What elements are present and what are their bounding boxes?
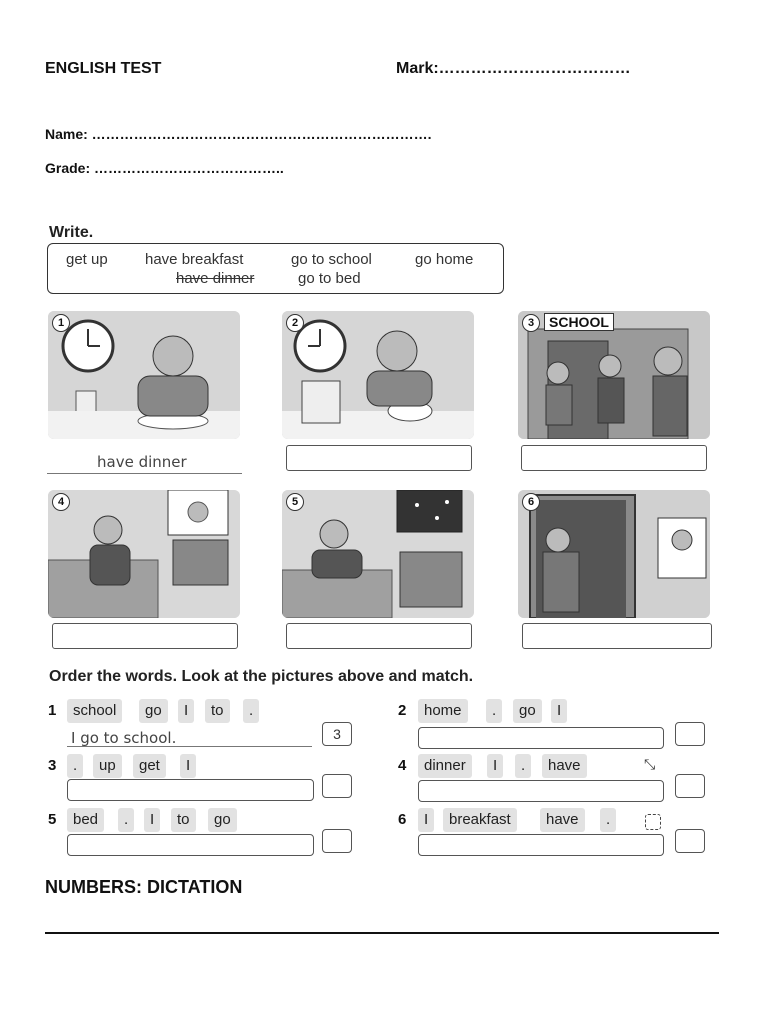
word-bank (47, 243, 504, 294)
word-chip[interactable]: . (118, 808, 134, 832)
match-box-4[interactable] (675, 774, 705, 798)
picture-3-school (518, 311, 710, 439)
picture-1-dinner (48, 311, 240, 439)
picture-number: 6 (522, 493, 540, 511)
word-chip[interactable]: go (208, 808, 237, 832)
word-chip[interactable]: go (139, 699, 168, 723)
write-section-title: Write. (49, 224, 94, 241)
word-chip[interactable]: . (515, 754, 531, 778)
sentence-box-6[interactable] (418, 834, 664, 856)
word-chip[interactable]: I (180, 754, 196, 778)
grade-field[interactable]: Grade: ………………………………….. (45, 160, 284, 176)
word-chip[interactable]: go (513, 699, 542, 723)
match-box-5[interactable] (322, 829, 352, 853)
word-bank-item: go to bed (298, 270, 361, 287)
order-item-number: 6 (398, 811, 407, 828)
answer-text: have dinner (97, 453, 187, 471)
sentence-line-1[interactable] (67, 728, 312, 747)
answer-text: I go to school. (71, 729, 177, 747)
dictation-answer-line[interactable] (45, 932, 719, 934)
word-bank-item: go home (415, 251, 474, 268)
word-chip[interactable]: I (487, 754, 503, 778)
word-chip[interactable]: dinner (418, 754, 472, 778)
search-image-icon[interactable] (645, 814, 661, 830)
match-box-6[interactable] (675, 829, 705, 853)
word-chip[interactable]: have (542, 754, 587, 778)
word-chip[interactable]: bed (67, 808, 104, 832)
picture-number: 5 (286, 493, 304, 511)
picture-number: 2 (286, 314, 304, 332)
order-item-number: 1 (48, 702, 57, 719)
sentence-box-5[interactable] (67, 834, 314, 856)
picture-5-go-to-bed (282, 490, 474, 618)
picture-number: 3 (522, 314, 540, 332)
school-sign: SCHOOL (544, 313, 614, 331)
sentence-box-2[interactable] (418, 727, 664, 749)
word-chip[interactable]: school (67, 699, 122, 723)
word-chip[interactable]: to (205, 699, 230, 723)
word-chip[interactable]: up (93, 754, 122, 778)
word-chip[interactable]: I (551, 699, 567, 723)
order-item-number: 4 (398, 757, 407, 774)
order-item-number: 2 (398, 702, 407, 719)
picture-2-breakfast (282, 311, 474, 439)
word-chip[interactable]: . (486, 699, 502, 723)
word-chip[interactable]: I (178, 699, 194, 723)
word-bank-item-used: have dinner (176, 270, 255, 287)
answer-field-3[interactable] (521, 445, 707, 471)
picture-6-go-home (518, 490, 710, 618)
word-chip[interactable]: . (67, 754, 83, 778)
word-bank-item: go to school (291, 251, 372, 268)
word-chip[interactable]: . (243, 699, 259, 723)
name-field[interactable]: Name: ………………………………………………………………. (45, 126, 432, 142)
word-chip[interactable]: I (144, 808, 160, 832)
expand-icon[interactable]: ⤡ (644, 756, 656, 772)
word-chip[interactable]: have (540, 808, 585, 832)
sentence-box-3[interactable] (67, 779, 314, 801)
word-chip[interactable]: home (418, 699, 468, 723)
answer-field-1[interactable] (47, 449, 242, 474)
picture-number: 1 (52, 314, 70, 332)
dictation-title: NUMBERS: DICTATION (45, 877, 243, 897)
sentence-box-4[interactable] (418, 780, 664, 802)
word-chip[interactable]: I (418, 808, 434, 832)
picture-4-get-up (48, 490, 240, 618)
picture-number: 4 (52, 493, 70, 511)
word-chip[interactable]: breakfast (443, 808, 517, 832)
word-bank-item: have breakfast (145, 251, 244, 268)
answer-field-6[interactable] (522, 623, 712, 649)
answer-field-4[interactable] (52, 623, 238, 649)
word-bank-item: get up (66, 251, 108, 268)
answer-field-2[interactable] (286, 445, 472, 471)
match-box-3[interactable] (322, 774, 352, 798)
word-chip[interactable]: get (133, 754, 166, 778)
match-box-1[interactable]: 3 (322, 722, 352, 746)
order-item-number: 3 (48, 757, 57, 774)
answer-field-5[interactable] (286, 623, 472, 649)
test-title: ENGLISH TEST (45, 60, 162, 77)
match-box-2[interactable] (675, 722, 705, 746)
order-section-title: Order the words. Look at the pictures above and match. (49, 668, 474, 685)
word-chip[interactable]: to (171, 808, 196, 832)
word-chip[interactable]: . (600, 808, 616, 832)
mark-field[interactable]: Mark:……………………………… (396, 60, 631, 77)
order-item-number: 5 (48, 811, 57, 828)
